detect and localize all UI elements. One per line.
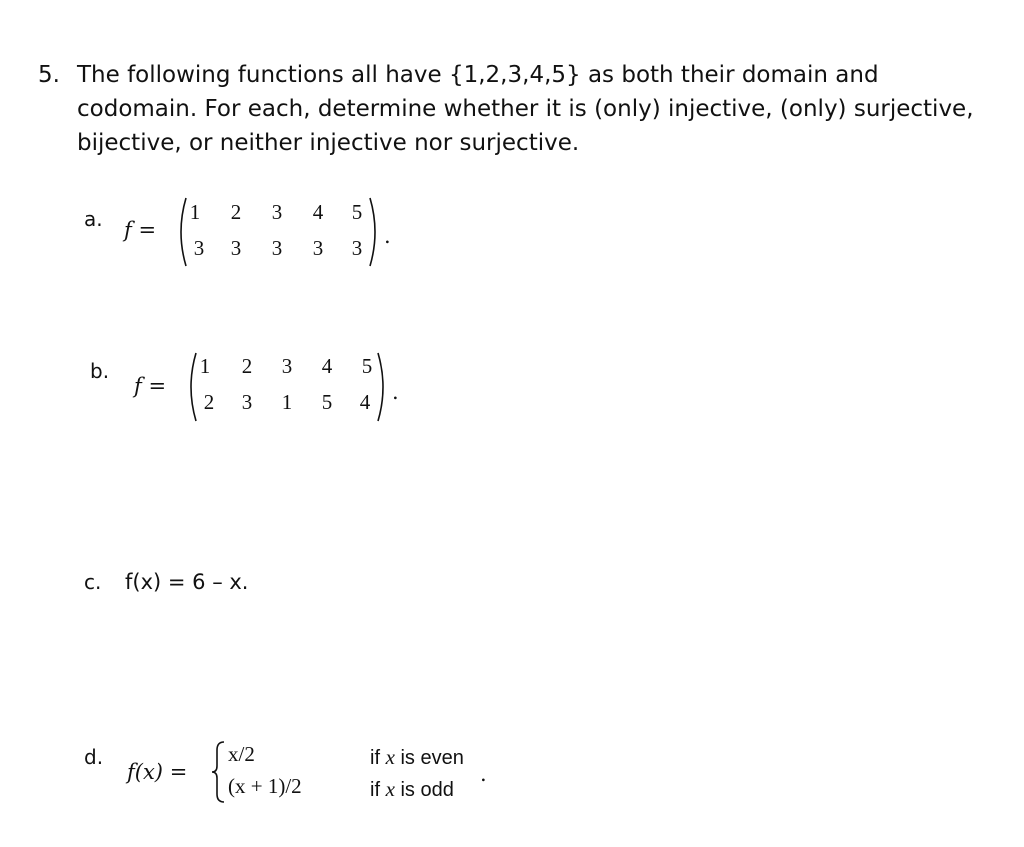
- part-b-top-3: 3: [281, 354, 293, 378]
- part-d-case1-cond-var: x: [385, 745, 395, 769]
- part-a-bottom-1: 3: [193, 236, 205, 260]
- part-d-case1-expression: x/2: [228, 742, 255, 766]
- part-d-lhs: [127, 760, 187, 784]
- part-a-bottom-2: 3: [230, 236, 242, 260]
- part-b-period: .: [392, 380, 399, 404]
- part-d-case2-cond-var: x: [385, 777, 395, 801]
- part-d-case1-cond-pre: if: [370, 747, 386, 769]
- part-b-matrix: [196, 354, 386, 424]
- part-b-bottom-5: 4: [359, 390, 371, 414]
- part-a-matrix: [186, 200, 376, 270]
- part-d-case1-cond-post: is even: [394, 747, 464, 769]
- part-d-case1-condition: [370, 745, 464, 770]
- part-d-case2-condition: [370, 777, 454, 802]
- part-b-bottom-3: 1: [281, 390, 293, 414]
- part-d-case2-cond-post: is odd: [394, 779, 454, 801]
- part-a-top-3: 3: [271, 200, 283, 224]
- part-d-equals: =: [169, 760, 188, 784]
- part-d-period: .: [480, 762, 487, 786]
- part-b-bottom-1: 2: [203, 390, 215, 414]
- part-d-label: d.: [84, 745, 104, 769]
- part-a-equals: =: [138, 218, 157, 242]
- part-b-lhs: [134, 374, 166, 398]
- question-number: 5.: [38, 62, 60, 88]
- part-a-top-5: 5: [351, 200, 363, 224]
- part-b-top-4: 4: [321, 354, 333, 378]
- part-a-function-name: f: [124, 218, 132, 242]
- part-a-right-paren: [368, 196, 382, 268]
- part-a-label: a.: [84, 207, 103, 231]
- question-text: [77, 58, 982, 160]
- part-d-function: f(x): [127, 760, 164, 784]
- part-b-top-2: 2: [241, 354, 253, 378]
- part-a-lhs: [124, 218, 156, 242]
- part-a-bottom-3: 3: [271, 236, 283, 260]
- part-c-expression: f(x) = 6 – x.: [125, 570, 249, 594]
- part-b-top-1: 1: [199, 354, 211, 378]
- question-line-3: bijective, or neither injective nor surjective.: [77, 130, 580, 156]
- part-b-label: b.: [90, 359, 110, 383]
- part-b-right-paren: [376, 351, 390, 423]
- part-a-top-2: 2: [230, 200, 242, 224]
- part-b-top-5: 5: [361, 354, 373, 378]
- part-b-equals: =: [148, 374, 167, 398]
- question-line-1: The following functions all have {1,2,3,4,5} as both their domain and: [77, 62, 879, 88]
- part-b-bottom-2: 3: [241, 390, 253, 414]
- part-a-bottom-5: 3: [351, 236, 363, 260]
- part-a-top-4: 4: [312, 200, 324, 224]
- part-b-function-name: f: [134, 374, 142, 398]
- part-d-case2-expression: (x + 1)/2: [228, 774, 302, 798]
- part-d-case2-cond-pre: if: [370, 779, 386, 801]
- part-c-label: c.: [84, 570, 102, 594]
- part-a-period: .: [384, 224, 391, 248]
- part-b-bottom-4: 5: [321, 390, 333, 414]
- question-line-2: codomain. For each, determine whether it is (only) injective, (only) surjective,: [77, 96, 974, 122]
- part-d-brace: [210, 740, 226, 804]
- part-a-bottom-4: 3: [312, 236, 324, 260]
- part-a-top-1: 1: [189, 200, 201, 224]
